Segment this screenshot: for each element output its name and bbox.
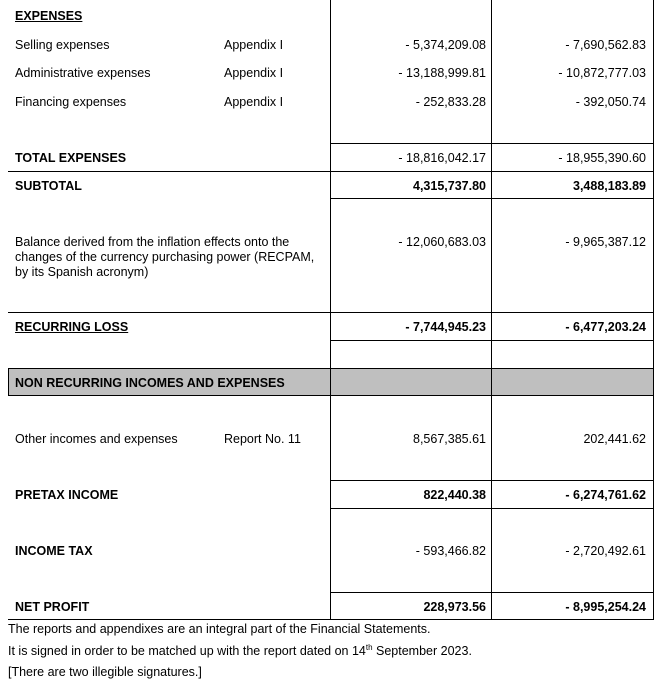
section-header: NON RECURRING INCOMES AND EXPENSES [15, 376, 285, 390]
previous-year-value: - 18,955,390.60 [558, 151, 646, 165]
row-reference: Report No. 11 [224, 432, 301, 446]
row-label: Other incomes and expenses [15, 432, 178, 446]
current-year-value: - 13,188,999.81 [398, 66, 486, 80]
row-reference: Appendix I [224, 95, 284, 109]
row-label-line-2: changes of the currency purchasing power (RECPAM, [15, 250, 315, 264]
row-label: Financing expenses [15, 95, 127, 109]
previous-year-value: 3,488,183.89 [573, 179, 646, 193]
row-label: Administrative expenses [15, 66, 151, 80]
row-label: SUBTOTAL [15, 179, 82, 193]
row-label-line-3: by its Spanish acronym) [15, 265, 149, 279]
rule-total-expenses-top [330, 143, 654, 144]
row-reference: Appendix I [224, 66, 284, 80]
rule-recurring-top [8, 312, 654, 313]
current-year-value: 4,315,737.80 [413, 179, 486, 193]
rule-nonrecurring-top [8, 368, 654, 369]
footer-date-suffix: th [365, 642, 373, 652]
expenses-header: EXPENSES [15, 9, 83, 23]
previous-year-value: - 10,872,777.03 [558, 66, 646, 80]
row-label-line-1: Balance derived from the inflation effects onto the [15, 235, 290, 249]
row-reference: Appendix I [224, 38, 284, 52]
footer-note-signed [8, 644, 472, 659]
rule-subtotal-top [8, 171, 654, 172]
rule-nonrecurring-bottom [8, 395, 654, 396]
current-year-value: 228,973.56 [423, 600, 486, 614]
current-year-value: - 18,816,042.17 [398, 151, 486, 165]
previous-year-value: 202,441.62 [583, 432, 646, 446]
previous-year-value: - 6,477,203.24 [565, 320, 646, 334]
current-year-value: - 12,060,683.03 [398, 235, 486, 249]
footer-signed-text: It is signed in order to be matched up with the report dated on 14 [8, 644, 366, 658]
previous-year-value: - 8,995,254.24 [565, 600, 646, 614]
column-divider-right [653, 0, 654, 619]
rule-pretax-bottom [330, 508, 654, 509]
row-label: NET PROFIT [15, 600, 90, 614]
previous-year-value: - 9,965,387.12 [565, 235, 646, 249]
rule-table-bottom [8, 619, 654, 620]
current-year-value: - 252,833.28 [415, 95, 486, 109]
row-label: Selling expenses [15, 38, 110, 52]
previous-year-value: - 6,274,761.62 [565, 488, 646, 502]
previous-year-value: - 7,690,562.83 [565, 38, 646, 52]
previous-year-value: - 392,050.74 [575, 95, 646, 109]
rule-subtotal-bottom [330, 198, 654, 199]
rule-recurring-bottom [330, 340, 654, 341]
footer-signed-date: September 2023. [372, 644, 472, 658]
rule-pretax-top [330, 480, 654, 481]
footer-note-integral: The reports and appendixes are an integral part of the Financial Statements. [8, 622, 431, 636]
current-year-value: - 7,744,945.23 [405, 320, 486, 334]
row-label: PRETAX INCOME [15, 488, 119, 502]
column-divider-left [330, 0, 331, 619]
footer-note-signatures: [There are two illegible signatures.] [8, 665, 202, 679]
column-divider-middle [491, 0, 492, 619]
row-label: INCOME TAX [15, 544, 93, 558]
current-year-value: 8,567,385.61 [413, 432, 486, 446]
current-year-value: - 5,374,209.08 [405, 38, 486, 52]
row-label: RECURRING LOSS [15, 320, 129, 334]
row-label: TOTAL EXPENSES [15, 151, 127, 165]
table-border-left [8, 368, 9, 395]
rule-netprofit-top [330, 592, 654, 593]
current-year-value: - 593,466.82 [415, 544, 486, 558]
previous-year-value: - 2,720,492.61 [565, 544, 646, 558]
current-year-value: 822,440.38 [423, 488, 486, 502]
